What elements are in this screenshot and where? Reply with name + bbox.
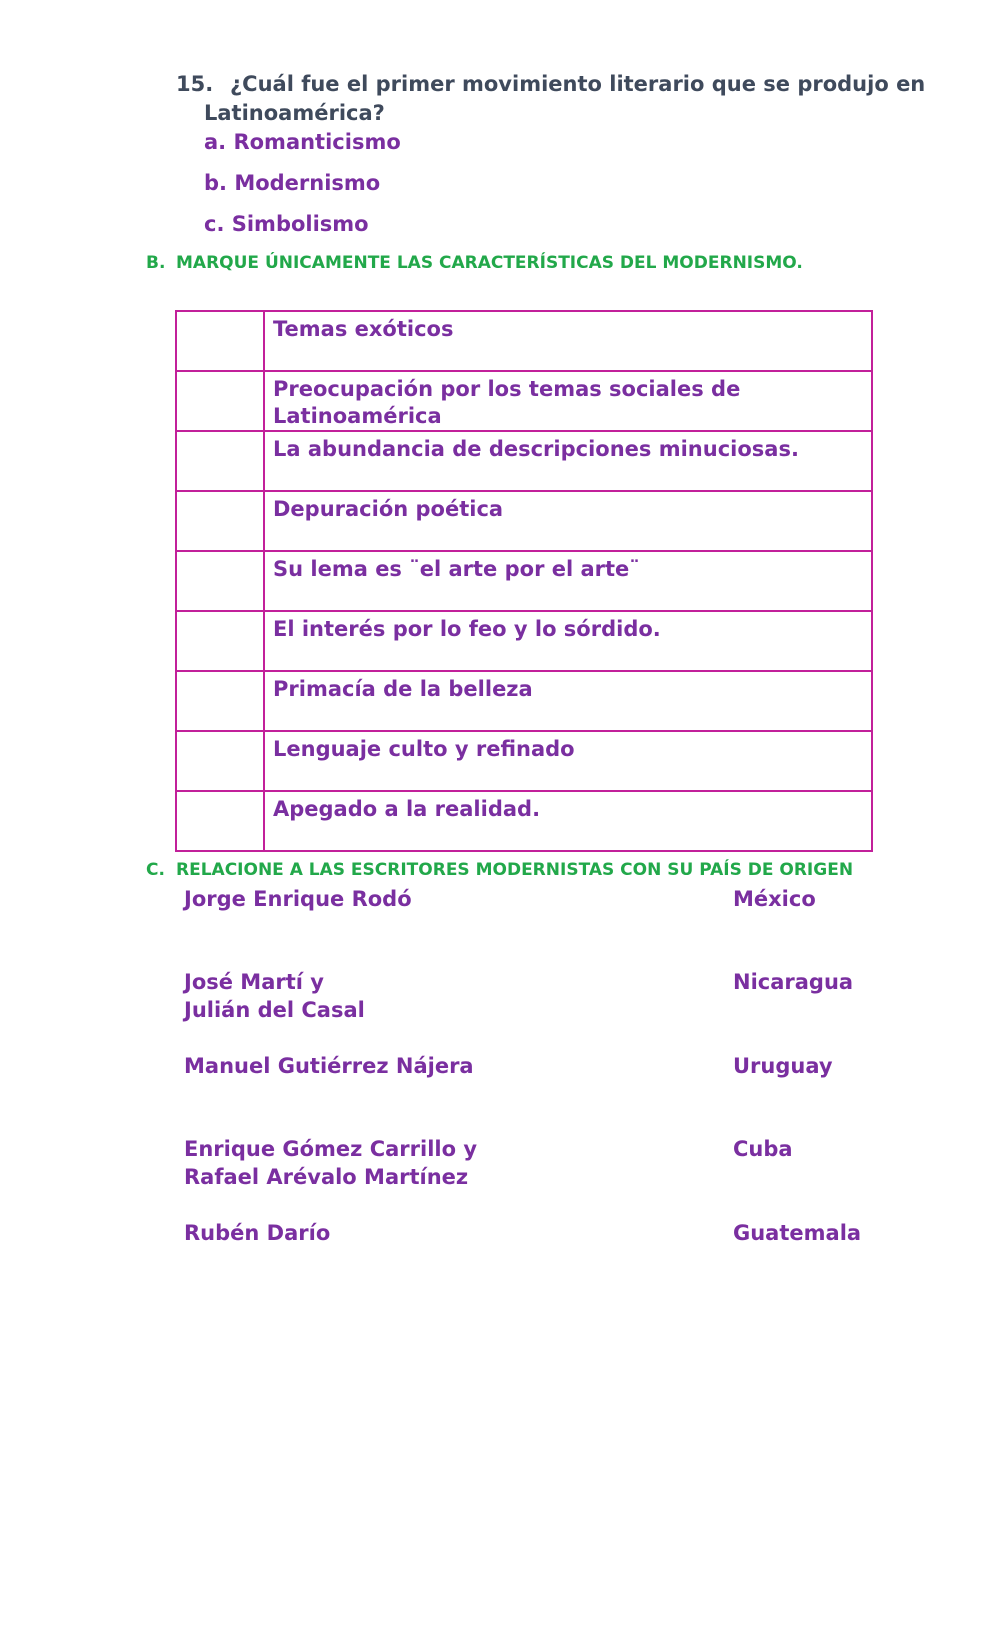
option-a[interactable]: a. Romanticismo — [204, 130, 401, 154]
characteristic-label: Apegado a la realidad. — [264, 791, 872, 851]
writer-name-line: Enrique Gómez Carrillo y — [184, 1137, 478, 1161]
characteristic-label: La abundancia de descripciones minuciosas. — [264, 431, 872, 491]
table-row — [176, 731, 872, 791]
table-row — [176, 311, 872, 371]
characteristic-label: Lenguaje culto y refinado — [264, 731, 872, 791]
section-c-heading — [146, 859, 853, 881]
section-b-letter: B. — [146, 253, 166, 273]
table-row — [176, 791, 872, 851]
question-text-line-1: ¿Cuál fue el primer movimiento literario que se produjo en — [230, 72, 926, 96]
table-row — [176, 671, 872, 731]
country-item[interactable]: Nicaragua — [733, 970, 854, 994]
option-b[interactable]: b. Modernismo — [204, 171, 381, 195]
check-cell[interactable] — [176, 371, 264, 431]
table-row — [176, 491, 872, 551]
writer-item[interactable] — [184, 1135, 477, 1191]
table-row — [176, 551, 872, 611]
writer-name-line: Rubén Darío — [184, 1221, 331, 1245]
section-c-letter: C. — [146, 860, 165, 880]
question-number: 15. — [176, 72, 214, 96]
characteristic-label: Depuración poética — [264, 491, 872, 551]
check-cell[interactable] — [176, 431, 264, 491]
country-item[interactable]: Cuba — [733, 1137, 793, 1161]
writer-item[interactable] — [184, 885, 412, 913]
characteristic-label: Temas exóticos — [264, 311, 872, 371]
country-item[interactable]: México — [733, 887, 816, 911]
writer-item[interactable] — [184, 1219, 330, 1247]
section-c-title: RELACIONE A LAS ESCRITORES MODERNISTAS CON SU PAÍS DE ORIGEN — [176, 860, 854, 880]
characteristic-label: Su lema es ¨el arte por el arte¨ — [264, 551, 872, 611]
check-cell[interactable] — [176, 611, 264, 671]
question-text-line-2: Latinoamérica? — [204, 101, 385, 125]
check-cell[interactable] — [176, 491, 264, 551]
table-row — [176, 371, 872, 431]
section-b-heading — [146, 252, 803, 274]
country-item[interactable]: Guatemala — [733, 1221, 862, 1245]
characteristic-label: El interés por lo feo y lo sórdido. — [264, 611, 872, 671]
check-cell[interactable] — [176, 671, 264, 731]
writer-name-line: Manuel Gutiérrez Nájera — [184, 1054, 474, 1078]
characteristic-label: Primacía de la belleza — [264, 671, 872, 731]
section-b-title: MARQUE ÚNICAMENTE LAS CARACTERÍSTICAS DEL MODERNISMO. — [176, 253, 803, 273]
check-cell[interactable] — [176, 551, 264, 611]
check-cell[interactable] — [176, 791, 264, 851]
country-item[interactable]: Uruguay — [733, 1054, 833, 1078]
writer-name-line: José Martí y — [184, 970, 324, 994]
writer-item[interactable] — [184, 1052, 474, 1080]
table-row — [176, 611, 872, 671]
characteristic-label: Preocupación por los temas sociales de Latinoamérica — [264, 371, 872, 431]
writer-name-line: Jorge Enrique Rodó — [184, 887, 412, 911]
writer-name-line: Rafael Arévalo Martínez — [184, 1165, 469, 1189]
check-cell[interactable] — [176, 311, 264, 371]
option-c[interactable]: c. Simbolismo — [204, 212, 369, 236]
characteristics-table — [175, 310, 873, 852]
writer-name-line: Julián del Casal — [184, 998, 365, 1022]
table-row — [176, 431, 872, 491]
writer-item[interactable] — [184, 968, 365, 1024]
check-cell[interactable] — [176, 731, 264, 791]
